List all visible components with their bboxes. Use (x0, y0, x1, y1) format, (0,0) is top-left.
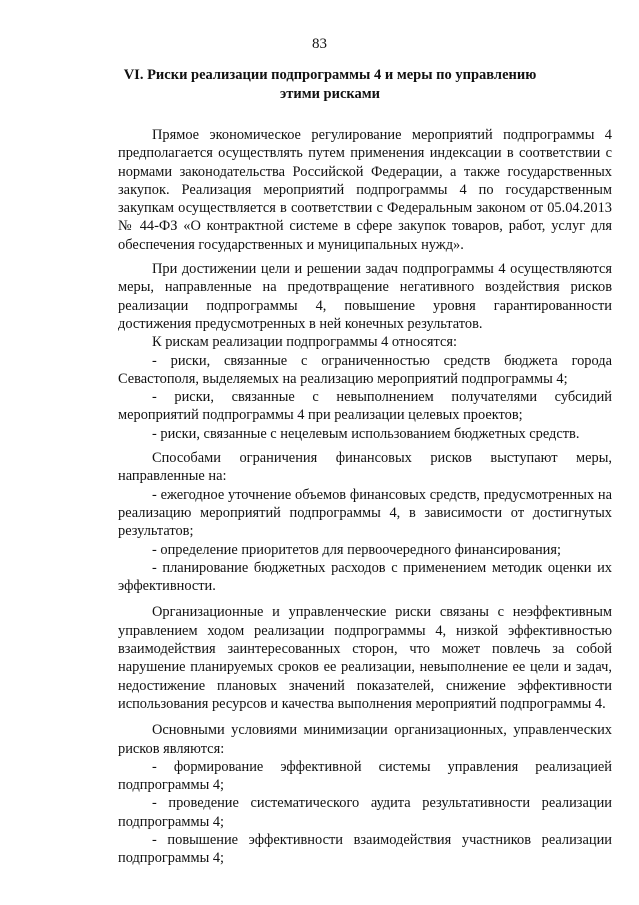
list-item-management-system: - формирование эффективной системы управления реализацией подпрограммы 4; (118, 758, 612, 794)
paragraph-organizational-risks: Организационные и управленческие риски связаны с неэффективным управлением ходом реализации подпрограммы 4, низкой эффективностью взаимодействия заинтересованных сторон, что может повлечь за собой нарушение планируемых сроков ее реализации, невыполнение ее цели и задач, недостижение плановых значений показателей, снижение эффективности использования ресурсов и качества выполнения мероприятий подпрограммы 4. (118, 604, 612, 712)
list-item-interaction: - повышение эффективности взаимодействия участников реализации подпрограммы 4; (118, 831, 612, 867)
list-item-budget-planning: - планирование бюджетных расходов с применением методик оценки их эффективности. (118, 559, 612, 595)
list-item-audit: - проведение систематического аудита результативности реализации подпрограммы 4; (118, 795, 612, 830)
page-number: 83 (312, 36, 327, 52)
list-item-annual-adjustment: - ежегодное уточнение объемов финансовых средств, предусмотренных на реализацию мероприятий подпрограммы 4, в зависимости от достигнутых результатов; (118, 486, 612, 540)
section-title-line-2: этими рисками (279, 86, 381, 102)
list-item-priorities: - определение приоритетов для первоочередного финансирования; (152, 541, 561, 558)
list-item-risk-misuse: - риски, связанные с нецелевым использованием бюджетных средств. (152, 425, 580, 442)
paragraph-risks-intro: К рискам реализации подпрограммы 4 относятся: (152, 334, 457, 351)
paragraph-goal-measures: При достижении цели и решении задач подпрограммы 4 осуществляются меры, направленные на предотвращение негативного воздействия рисков реализации подпрограммы 4, повышение уровня гарантированности достижения предусмотренных в ней конечных результатов. (118, 261, 612, 332)
document-body (118, 126, 612, 868)
paragraph-minimization-conditions: Основными условиями минимизации организационных, управленческих рисков являются: (118, 722, 612, 757)
section-title-line-1: VI. Риски реализации подпрограммы 4 и меры по управлению (123, 67, 537, 83)
list-item-risk-budget: - риски, связанные с ограниченностью средств бюджета города Севастополя, выделяемых на реализацию мероприятий подпрограммы 4; (118, 352, 612, 387)
paragraph-direct-regulation: Прямое экономическое регулирование мероприятий подпрограммы 4 предполагается осуществлять путем применения индексации в соответствии с нормами законодательства Российской Федерации, а также государственных закупок. Реализация мероприятий подпрограммы 4 по государственным закупкам осуществляется в соответствии с Федеральным законом от 05.04.2013 № 44-ФЗ «О контрактной системе в сфере закупок товаров, работ, услуг для обеспечения государственных и муниципальных нужд». (118, 127, 612, 253)
section-title (120, 66, 540, 104)
paragraph-financial-risk-methods: Способами ограничения финансовых рисков выступают меры, направленные на: (118, 450, 612, 485)
list-item-risk-subsidies: - риски, связанные с невыполнением получателями субсидий мероприятий подпрограммы 4 при реализации целевых проектов; (118, 389, 612, 424)
